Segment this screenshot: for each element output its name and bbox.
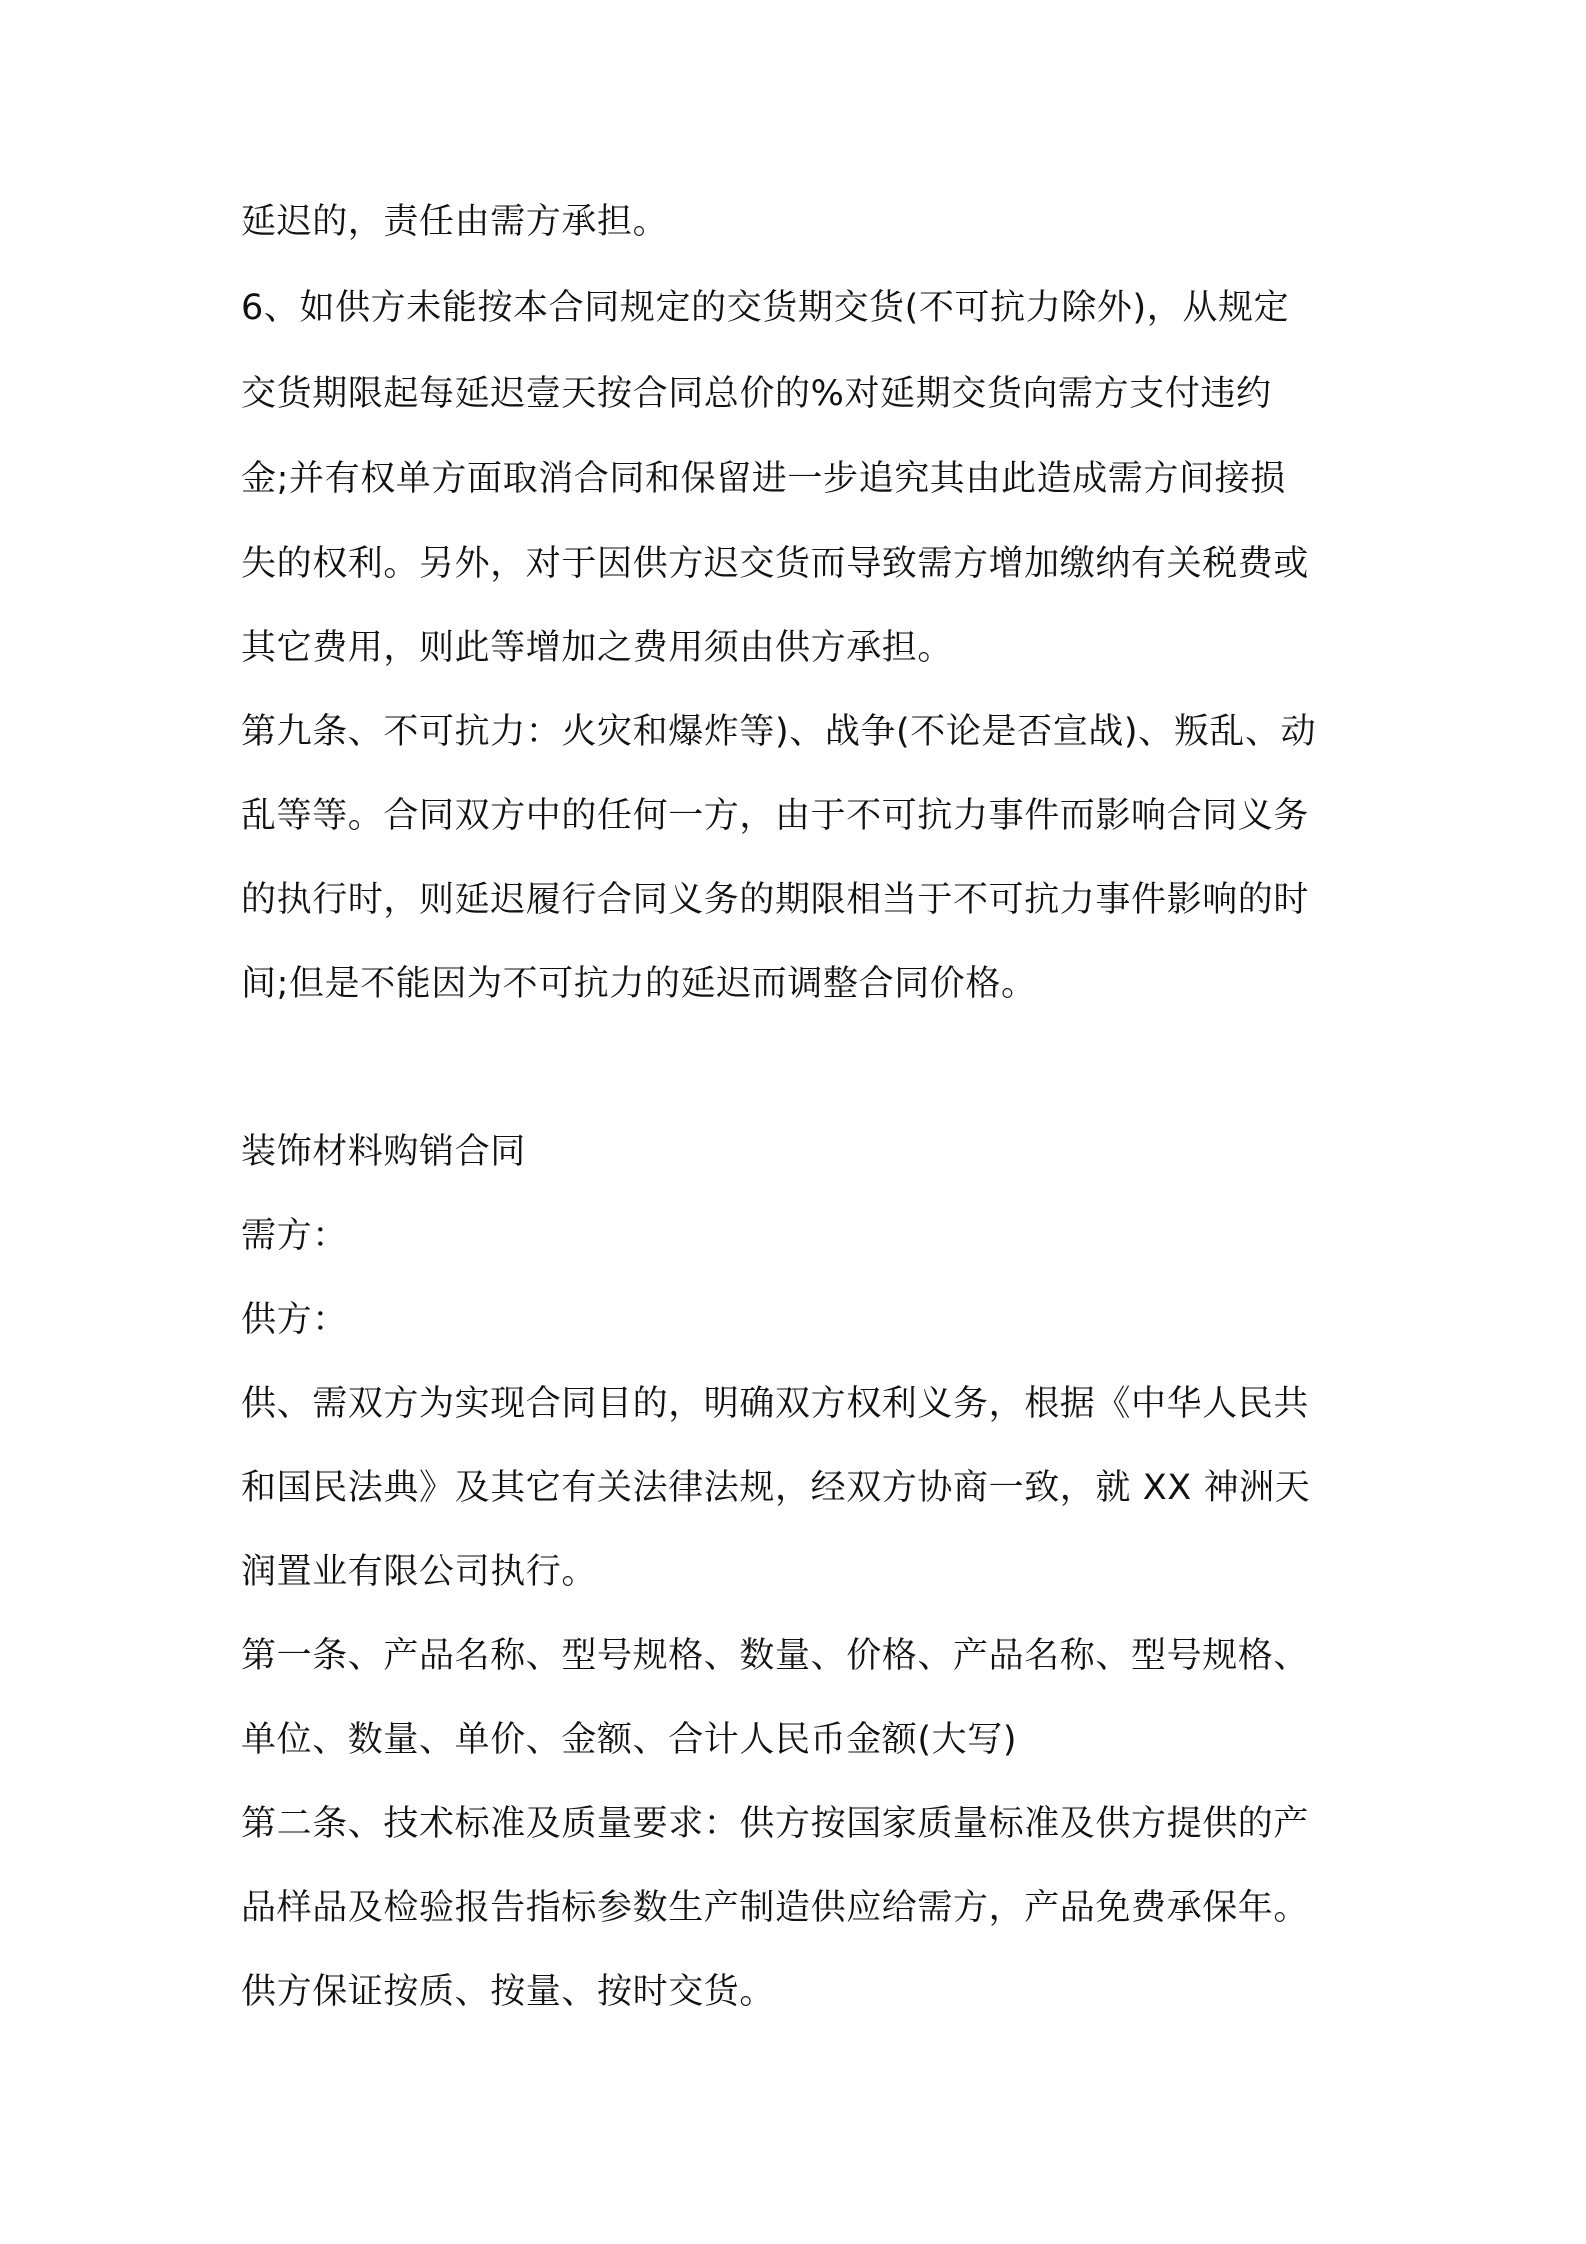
contract-title: 装饰材料购销合同 <box>241 1132 526 1172</box>
body-text-line: 的执行时，则延迟履行合同义务的期限相当于不可抗力事件影响的时 <box>241 880 1310 920</box>
body-text-line: 第九条、不可抗力：火灾和爆炸等)、战争(不论是否宣战)、叛乱、动 <box>241 712 1317 752</box>
supplier-line: 供方： <box>241 1300 348 1340</box>
body-text-line: 润置业有限公司执行。 <box>241 1552 598 1592</box>
body-text-line: 乱等等。合同双方中的任何一方，由于不可抗力事件而影响合同义务 <box>241 796 1310 836</box>
body-text-line: 供方保证按质、按量、按时交货。 <box>241 1972 776 2012</box>
body-text-line: 间;但是不能因为不可抗力的延迟而调整合同价格。 <box>241 964 1037 1004</box>
body-text-line: 其它费用，则此等增加之费用须由供方承担。 <box>241 628 954 668</box>
body-text-line: 供、需双方为实现合同目的，明确双方权利义务，根据《中华人民共 <box>241 1384 1310 1424</box>
body-text-line: 6、如供方未能按本合同规定的交货期交货(不可抗力除外)，从规定 <box>241 288 1290 328</box>
body-text-line: 单位、数量、单价、金额、合计人民币金额(大写) <box>241 1720 1018 1760</box>
body-text-line: 延迟的，责任由需方承担。 <box>241 202 669 242</box>
body-text-line: 失的权利。另外，对于因供方迟交货而导致需方增加缴纳有关税费或 <box>241 544 1310 584</box>
body-text-line: 品样品及检验报告指标参数生产制造供应给需方，产品免费承保年。 <box>241 1888 1310 1928</box>
body-text-line: 第二条、技术标准及质量要求：供方按国家质量标准及供方提供的产 <box>241 1804 1310 1844</box>
buyer-line: 需方： <box>241 1216 348 1256</box>
body-text-line: 和国民法典》及其它有关法律法规，经双方协商一致，就 XX 神洲天 <box>241 1468 1311 1508</box>
body-text-line: 金;并有权单方面取消合同和保留进一步追究其由此造成需方间接损 <box>241 459 1286 499</box>
body-text-line: 第一条、产品名称、型号规格、数量、价格、产品名称、型号规格、 <box>241 1636 1310 1676</box>
body-text-line: 交货期限起每延迟壹天按合同总价的%对延期交货向需方支付违约 <box>241 374 1272 414</box>
